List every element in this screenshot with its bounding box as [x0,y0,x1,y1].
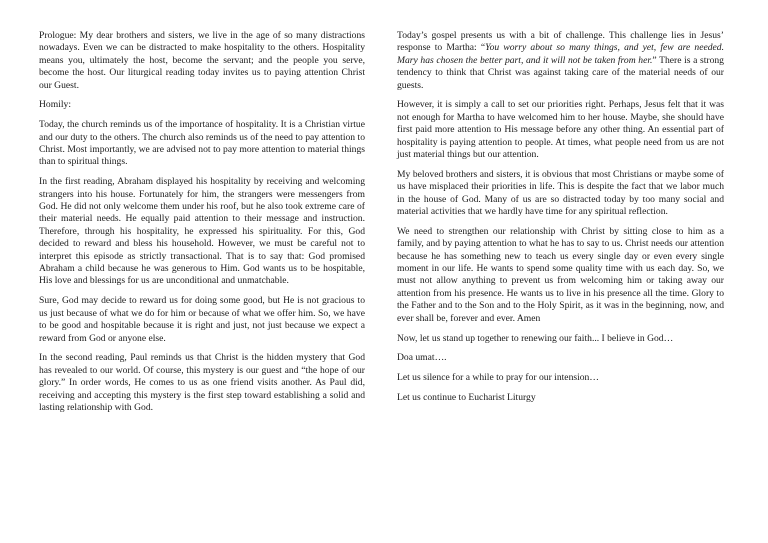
eucharist-line: Let us continue to Eucharist Liturgy [397,391,536,403]
creed-line: Now, let us stand up together to renewing our faith... I believe in God… [397,332,674,344]
gospel-paragraph [397,30,724,92]
relationship-paragraph: We need to strengthen our relationship with Christ by sitting close to him as a family, and by paying attention to what he has to say to us. Christ needs our attention because he has something new to teach us every single day or even every single moment in our life. He wants to spend some quality time with us each day. So, we must not allow anything to prevent us from welcoming him or taking away our attention from his presence. He wants us to live in his presence all the time. Glory to the Father and to the Son and to the Holy Spirit, as it was in the beginning, now, and ever shall be, forever and ever. Amen [397,225,724,324]
gospel-text-after: ” There is a strong tendency to think that Christ was against taking care of the material needs of our guests. [397,54,724,91]
homily-paragraph-1: Today, the church reminds us of the importance of hospitality. It is a Christian virtue and our duty to the others. The church also reminds us of the need to pay attention to Christ. Most importantly, we are advised not to pay more attention to material things than to spiritual things. [39,119,365,168]
silence-prayer-line: Let us silence for a while to pray for our intension… [397,372,599,384]
homily-heading: Homily: [39,99,71,111]
misplaced-priorities-paragraph: My beloved brothers and sisters, it is obvious that most Christians or maybe some of us have misplaced their priorities in life. This is despite the fact that we labor much in the house of God. Many of us are so distracted today by too many social and material activities that we hardly have time for any spiritual reflection. [397,168,724,218]
homily-paragraph-3: Sure, God may decide to reward us for doing some good, but He is not gracious to us just because of what we do for him or because of what we offer him. So, we have to be good and hospitable because it is right and just, not just because we expect a reward from God or anyone else. [39,295,365,344]
gospel-quote: You worry about so many things, and yet, few are needed. Mary has chosen the better part, and it will not be taken from her. [397,42,724,66]
homily-paragraph-4: In the second reading, Paul reminds us that Christ is the hidden mystery that God has revealed to our world. Of course, this mystery is our guest and “the hope of our glory.” In order words, He comes to us as one friend visits another. As Paul did, receiving and accepting this mystery is the first step toward establishing a solid and lasting relationship with God. [39,352,365,413]
homily-paragraph-2: In the first reading, Abraham displayed his hospitality by receiving and welcoming strangers into his house. Fortunately for him, the strangers were messengers from God. He did not only welcome them under his roof, but he also took extreme care of their material needs. He equally paid attention to their message and instruction. Therefore, through his hospitality, he expressed his spirituality. For this, God decided to reward and bless his household. However, we must be careful not to interpret this episode as strictly transactional. That is to say that: God promised Abraham a child because he was generous to Him. God wants us to be hospitable, His love and blessings for us are unconditional and unmatchable. [39,176,365,287]
left-column [39,30,365,422]
priorities-paragraph: However, it is simply a call to set our priorities right. Perhaps, Jesus felt that it was not enough for Martha to have welcomed him to her house. Maybe, she should have first paid more attention to His message before any other thing. An essential part of hospitality is paying attention to people. At times, what people need from us are not just material things but our attention. [397,99,724,161]
doa-umat-line: Doa umat…. [397,352,447,364]
right-column [397,30,724,412]
gospel-text-before: Today’s gospel presents us with a bit of challenge. This challenge lies in Jesus’ response to Martha: “ [397,30,724,54]
prologue-paragraph: Prologue: My dear brothers and sisters, we live in the age of so many distractions nowadays. Even we can be distracted to make hospitality to the others. Hospitality means you, ultimately the host, become the servant; and the people you serve, become the host. Our liturgical reading today invites us to paying attention Christ our Guest. [39,30,365,91]
